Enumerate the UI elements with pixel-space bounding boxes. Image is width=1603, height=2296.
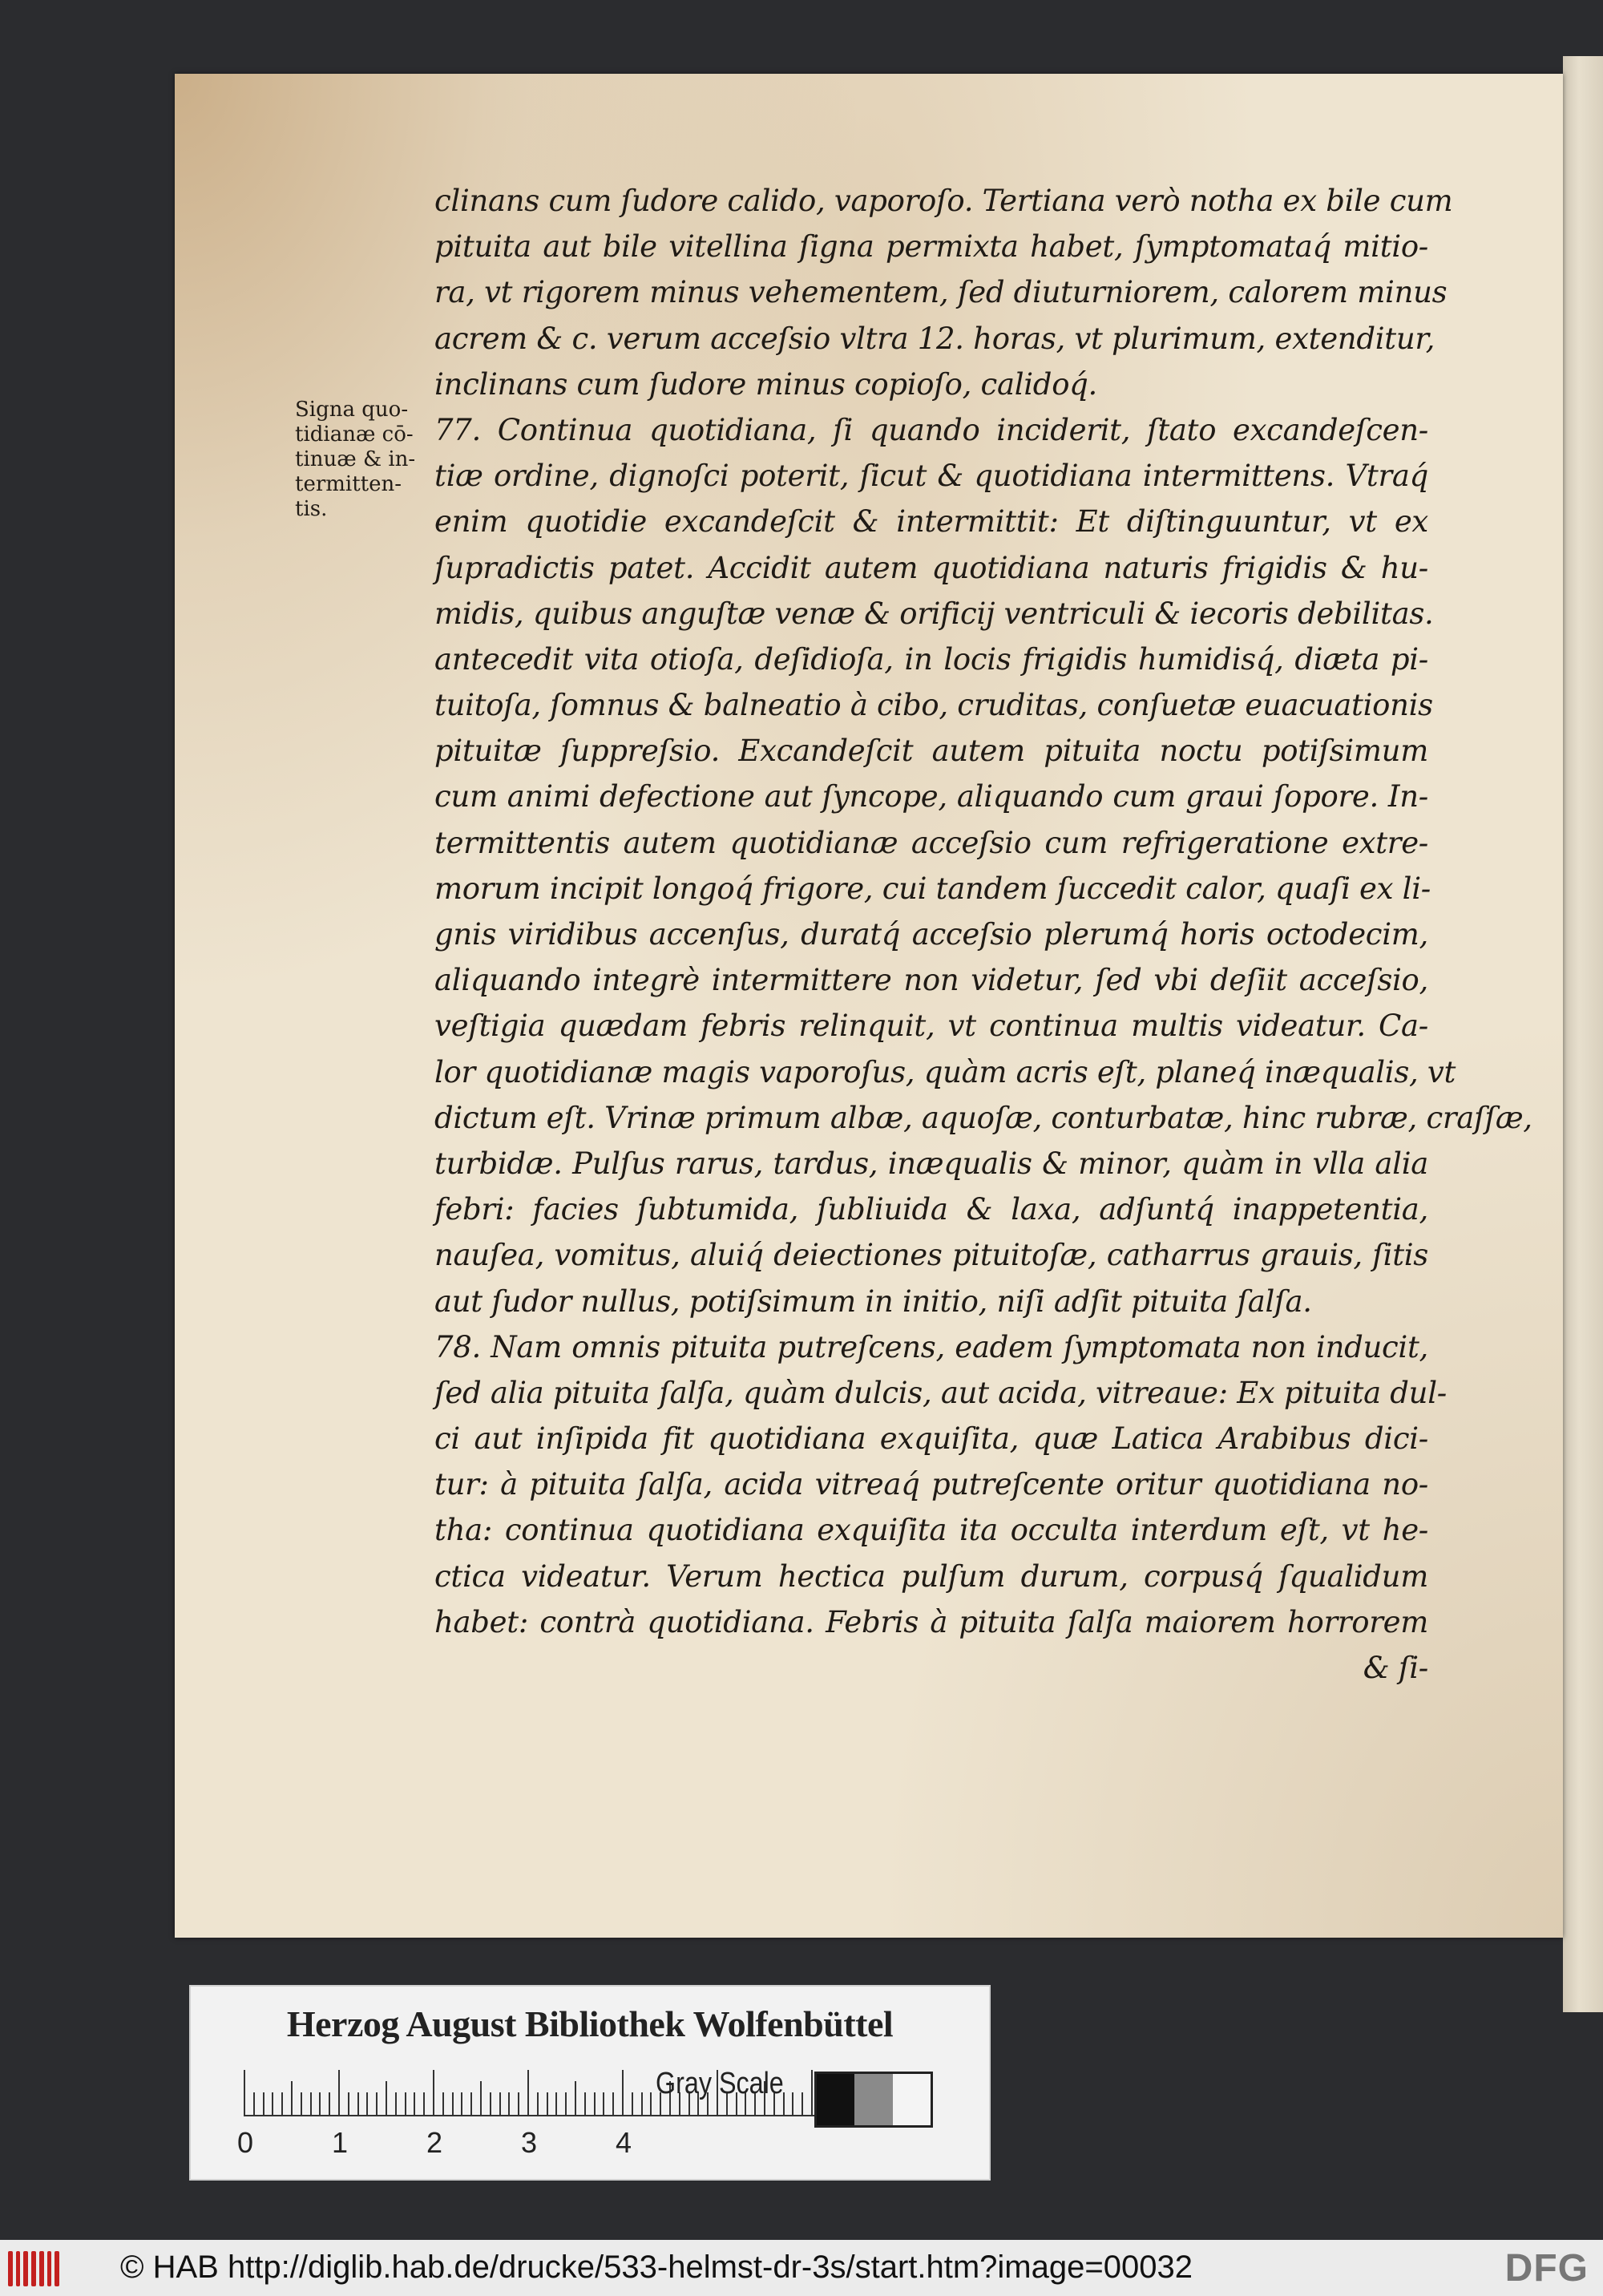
marginal-line: termitten- bbox=[295, 472, 402, 496]
gray-scale-label: Gray Scale bbox=[656, 2067, 784, 2100]
text-line: morum incipit longoq́ frigore, cui tandem ſuccedit calor, quaſi ex li- bbox=[434, 871, 1431, 906]
text-line: & ſi- bbox=[1363, 1651, 1428, 1685]
text-line: nauſea, vomitus, aluiq́ deiectiones pituitoſæ, catharrus grauis, ſitis bbox=[434, 1238, 1428, 1273]
ruler-tick bbox=[461, 2092, 462, 2116]
ruler-tick bbox=[452, 2092, 454, 2116]
text-line: ſed alia pituita ſalſa, quàm dulcis, aut acida, vitreaue: Ex pituita dul- bbox=[434, 1375, 1447, 1410]
ruler-number: 0 bbox=[237, 2126, 254, 2159]
dfg-logo: DFG bbox=[1504, 2247, 1589, 2290]
text-line: tha: continua quotidiana exquiſita ita occulta interdum eſt, vt he- bbox=[434, 1513, 1428, 1548]
ruler-tick bbox=[329, 2092, 330, 2116]
ruler-tick bbox=[291, 2081, 293, 2116]
ruler-tick bbox=[366, 2092, 368, 2116]
ruler-tick bbox=[792, 2092, 793, 2116]
text-line: aliquando integrè intermittere non videtur, ſed vbi deſiit acceſsio, bbox=[434, 963, 1428, 998]
text-line: lor quotidianæ magis vaporoſus, quàm acris eſt, planeq́ inæqualis, vt bbox=[434, 1054, 1456, 1089]
text-line: pituitæ ſuppreſsio. Excandeſcit autem pituita noctu potiſsimum bbox=[434, 734, 1428, 769]
marginal-note bbox=[295, 398, 431, 522]
ruler-tick bbox=[641, 2092, 643, 2116]
ruler-tick bbox=[272, 2092, 273, 2116]
ruler-number: 1 bbox=[332, 2126, 349, 2159]
text-line: pituita aut bile vitellina ſigna permixta habet, ſymptomataq́ mitio- bbox=[434, 229, 1428, 265]
text-line: ci aut inſipida fit quotidiana exquiſita, quæ Latica Arabibus dici- bbox=[434, 1421, 1428, 1457]
ruler-tick bbox=[622, 2070, 624, 2116]
text-line: ra, vt rigorem minus vehementem, ſed diuturniorem, calorem minus bbox=[434, 275, 1448, 310]
ruler-tick bbox=[802, 2092, 803, 2116]
ruler-tick bbox=[386, 2081, 387, 2116]
text-line: acrem & c. verum acceſsio vltra 12. horas, vt plurimum, extenditur, bbox=[434, 321, 1435, 356]
gray-scale-swatches bbox=[814, 2072, 933, 2128]
text-line: antecedit vita otioſa, deſidioſa, in locis frigidis humidisq́, diæta pi- bbox=[434, 641, 1428, 677]
text-line: 78. Nam omnis pituita putreſcens, eadem ſymptomata non inducit, bbox=[434, 1329, 1428, 1364]
text-line: turbidæ. Pulſus rarus, tardus, inæqualis & minor, quàm in vlla alia bbox=[434, 1146, 1428, 1181]
ruler-tick bbox=[357, 2092, 359, 2116]
color-scale-card bbox=[189, 1985, 991, 2181]
text-line: veſtigia quædam febris relinquit, vt continua multis videatur. Ca- bbox=[434, 1009, 1428, 1044]
ruler-tick bbox=[301, 2092, 302, 2116]
ruler-tick bbox=[253, 2092, 255, 2116]
ruler-tick bbox=[348, 2092, 349, 2116]
ruler-tick bbox=[490, 2092, 491, 2116]
text-line: aut ſudor nullus, potiſsimum in initio, niſi adſit pituita ſalſa. bbox=[434, 1283, 1312, 1319]
text-line: tur: à pituita ſalſa, acida vitreaq́ putreſcente oritur quotidiana no- bbox=[434, 1467, 1428, 1502]
marginal-line: tis. bbox=[295, 497, 328, 521]
body-text bbox=[434, 178, 1532, 1691]
ruler-number: 4 bbox=[616, 2126, 632, 2159]
ruler-tick bbox=[575, 2081, 576, 2116]
ruler-tick bbox=[319, 2092, 321, 2116]
text-line: ctica videatur. Verum hectica pulſum durum, corpusq́ ſqualidum bbox=[434, 1558, 1428, 1594]
text-line: 77. Continua quotidiana, ſi quando inciderit, ſtato excandeſcen- bbox=[434, 412, 1428, 447]
ruler-tick bbox=[565, 2092, 567, 2116]
ruler-tick bbox=[650, 2092, 652, 2116]
ruler-tick bbox=[594, 2092, 596, 2116]
gray-swatch bbox=[893, 2074, 931, 2125]
ruler-tick bbox=[310, 2092, 312, 2116]
text-line: habet: contrà quotidiana. Febris à pituita ſalſa maiorem horrorem bbox=[434, 1604, 1428, 1639]
gray-swatch bbox=[817, 2074, 854, 2125]
ruler-tick bbox=[470, 2092, 472, 2116]
ruler-tick bbox=[508, 2092, 510, 2116]
ruler-tick bbox=[603, 2092, 604, 2116]
ruler-number: 3 bbox=[521, 2126, 538, 2159]
text-line: dictum eſt. Vrinæ primum albæ, aquoſæ, conturbatæ, hinc rubræ, craſſæ, bbox=[434, 1100, 1532, 1135]
text-line: clinans cum ſudore calido, vaporoſo. Tertiana verò notha ex bile cum bbox=[434, 184, 1453, 218]
library-name: Herzog August Bibliothek Wolfenbüttel bbox=[286, 2003, 894, 2044]
text-line: cum animi defectione aut ſyncope, aliquando cum graui ſopore. In- bbox=[434, 779, 1428, 815]
marginal-line: Signa quo- bbox=[295, 398, 409, 422]
ruler-tick bbox=[584, 2092, 586, 2116]
text-line: tuitoſa, ſomnus & balneatio à cibo, cruditas, conſuetæ euacuationis bbox=[434, 688, 1433, 723]
text-line: midis, quibus anguſtæ venæ & orificij ventriculi & iecoris debilitas. bbox=[434, 596, 1434, 631]
text-line: febri: facies ſubtumida, ſubliuida & laxa, adſuntq́ inappetentia, bbox=[434, 1192, 1428, 1227]
ruler-tick bbox=[547, 2092, 548, 2116]
gray-swatch bbox=[854, 2074, 892, 2125]
text-line: enim quotidie excandeſcit & intermittit: Et diſtinguuntur, vt ex bbox=[434, 504, 1428, 540]
text-line: termittentis autem quotidianæ acceſsio cum refrigeratione extre- bbox=[434, 825, 1428, 860]
ruler-tick bbox=[499, 2092, 501, 2116]
text-line: tiæ ordine, dignoſci poterit, ſicut & quotidiana intermittens. Vtraq́ bbox=[434, 459, 1428, 494]
ruler-tick bbox=[376, 2092, 378, 2116]
ruler-tick bbox=[338, 2070, 340, 2116]
marginal-line: tinuæ & in- bbox=[295, 447, 416, 471]
credit-link[interactable]: © HAB http://diglib.hab.de/drucke/533-helmst-dr-3s/start.htm?image=00032 bbox=[120, 2250, 1193, 2285]
ruler-tick bbox=[612, 2092, 614, 2116]
ruler-tick bbox=[811, 2070, 813, 2116]
ruler-tick bbox=[527, 2070, 529, 2116]
ruler-tick bbox=[423, 2092, 425, 2116]
text-line: inclinans cum ſudore minus copioſo, calidoq́. bbox=[434, 366, 1098, 402]
ruler-tick bbox=[405, 2092, 406, 2116]
hab-logo-icon bbox=[8, 2251, 59, 2286]
ruler-tick bbox=[537, 2092, 539, 2116]
footer-bar bbox=[0, 2240, 1603, 2296]
ruler-tick bbox=[442, 2092, 444, 2116]
ruler-tick bbox=[281, 2092, 283, 2116]
ruler-tick bbox=[555, 2092, 557, 2116]
ruler-tick bbox=[433, 2070, 434, 2116]
ruler-tick bbox=[263, 2092, 264, 2116]
ruler-tick bbox=[414, 2092, 415, 2116]
ruler-tick bbox=[395, 2092, 397, 2116]
next-page-edge bbox=[1563, 56, 1603, 2012]
ruler-tick bbox=[244, 2070, 245, 2116]
text-line: ſupradictis patet. Accidit autem quotidiana naturis frigidis & hu- bbox=[434, 550, 1428, 585]
marginal-line: tidianæ cō- bbox=[295, 422, 414, 447]
text-line: gnis viridibus accenſus, duratq́ acceſsio plerumq́ horis octodecim, bbox=[434, 917, 1428, 952]
ruler-tick bbox=[632, 2092, 633, 2116]
ruler-tick bbox=[518, 2092, 519, 2116]
ruler-tick bbox=[480, 2081, 482, 2116]
ruler-number: 2 bbox=[426, 2126, 443, 2159]
